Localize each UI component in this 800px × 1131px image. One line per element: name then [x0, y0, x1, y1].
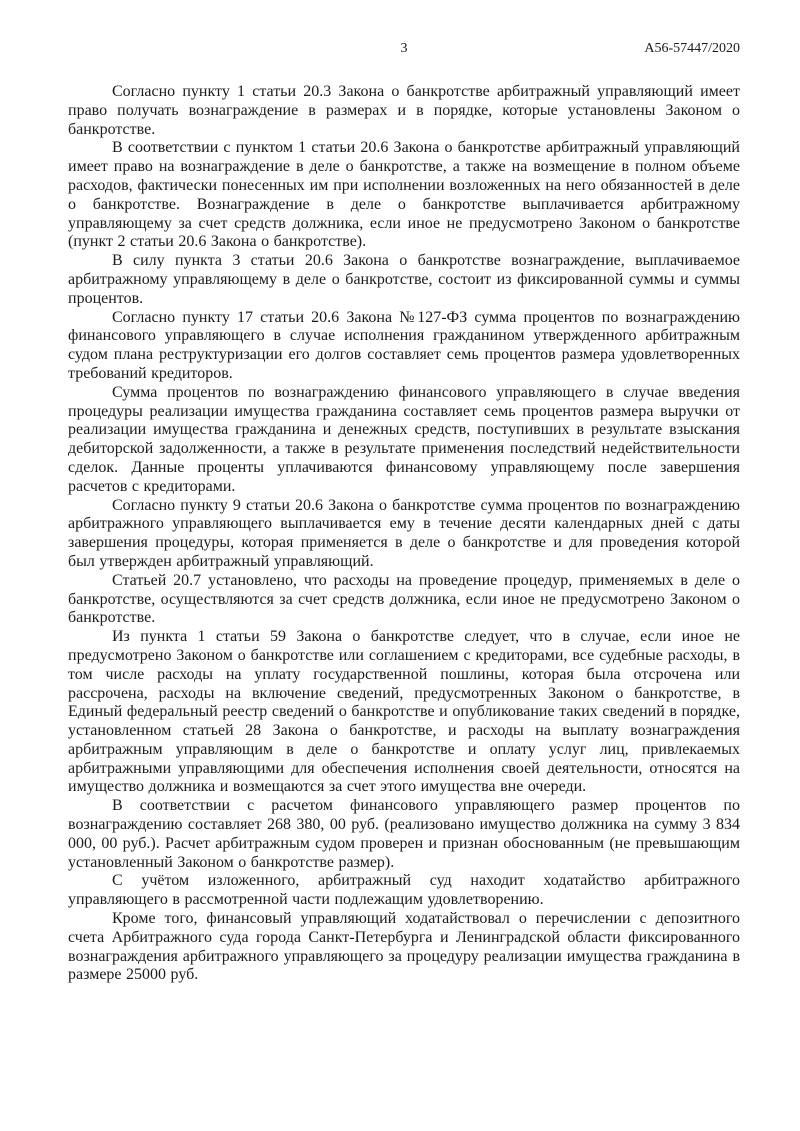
page-number: 3 [400, 41, 408, 56]
paragraph: Согласно пункту 9 статьи 20.6 Закона о банкротстве сумма процентов по вознаграждению арбитражного управляющего выплачивается ему в течение десяти календарных дней с даты завершения процедуры, которая применяется в деле о банкротстве и для проведения которой был утвержден арбитражный управляющий. [68, 496, 740, 570]
document-text [68, 83, 740, 985]
paragraph: Сумма процентов по вознаграждению финансового управляющего в случае введения процедуры реализации имущества гражданина составляет семь процентов размера выручки от реализации имущества гражданина и денежных средств, поступивших в результате взыскания дебиторской задолженности, а также в результате применения последствий недействительности сделок. Данные проценты уплачиваются финансовому управляющему после завершения расчетов с кредиторами. [68, 383, 740, 495]
paragraph: В силу пункта 3 статьи 20.6 Закона о банкротстве вознаграждение, выплачиваемое арбитражному управляющему в деле о банкротстве, состоит из фиксированной суммы и суммы процентов. [68, 252, 740, 307]
paragraph: Согласно пункту 1 статьи 20.3 Закона о банкротстве арбитражный управляющий имеет право получать вознаграждение в размерах и в порядке, которые установлены Законом о банкротстве. [68, 83, 740, 138]
paragraph: Статьей 20.7 установлено, что расходы на проведение процедур, применяемых в деле о банкротстве, осуществляются за счет средств должника, если иное не предусмотрено Законом о банкротстве. [68, 571, 740, 627]
paragraph: Согласно пункту 17 статьи 20.6 Закона №127-ФЗ сумма процентов по вознаграждению финансового управляющего в случае исполнения гражданином утвержденного арбитражным судом плана реструктуризации его долгов составляет семь процентов размера удовлетворенных требований кредиторов. [68, 308, 740, 382]
paragraph: В соответствии с пунктом 1 статьи 20.6 Закона о банкротстве арбитражный управляющий имеет право на вознаграждение в деле о банкротстве, а также на возмещение в полном объеме расходов, фактически понесенных им при исполнении возложенных на него обязанностей в деле о банкротстве. Вознаграждение в деле о банкротстве выплачивается арбитражному управляющему за счет средств должника, если иное не предусмотрено Законом о банкротстве (пункт 2 статьи 20.6 Закона о банкротстве). [68, 139, 740, 251]
page-header [68, 40, 740, 60]
case-number: А56-57447/2020 [644, 41, 740, 56]
paragraph: Кроме того, финансовый управляющий ходатайствовал о перечислении с депозитного счета Арбитражного суда города Санкт-Петербурга и Ленинградской области фиксированного вознаграждения арбитражного управляющего за процедуру реализации имущества гражданина в размере 25000 руб. [68, 910, 740, 984]
paragraph: С учётом изложенного, арбитражный суд находит ходатайство арбитражного управляющего в рассмотренной части подлежащим удовлетворению. [68, 872, 740, 909]
paragraph: Из пункта 1 статьи 59 Закона о банкротстве следует, что в случае, если иное не предусмотрено Законом о банкротстве или соглашением с кредиторами, все судебные расходы, в том числе расходы на уплату государственной пошлины, которая была отсрочена или рассрочена, расходы на включение сведений, предусмотренных Законом о банкротстве, в Единый федеральный реестр сведений о банкротстве и опубликование таких сведений в порядке, установленном статьей 28 Закона о банкротстве, и расходы на выплату вознаграждения арбитражным управляющим в деле о банкротстве и оплату услуг лиц, привлекаемых арбитражными управляющими для обеспечения исполнения своей деятельности, относятся на имущество должника и возмещаются за счет этого имущества вне очереди. [68, 628, 740, 796]
paragraph: В соответствии с расчетом финансового управляющего размер процентов по вознаграждению составляет 268 380, 00 руб. (реализовано имущество должника на сумму 3 834 000, 00 руб.). Расчет арбитражным судом проверен и признан обоснованным (не превышающим установленный Законом о банкротстве размер). [68, 797, 740, 871]
